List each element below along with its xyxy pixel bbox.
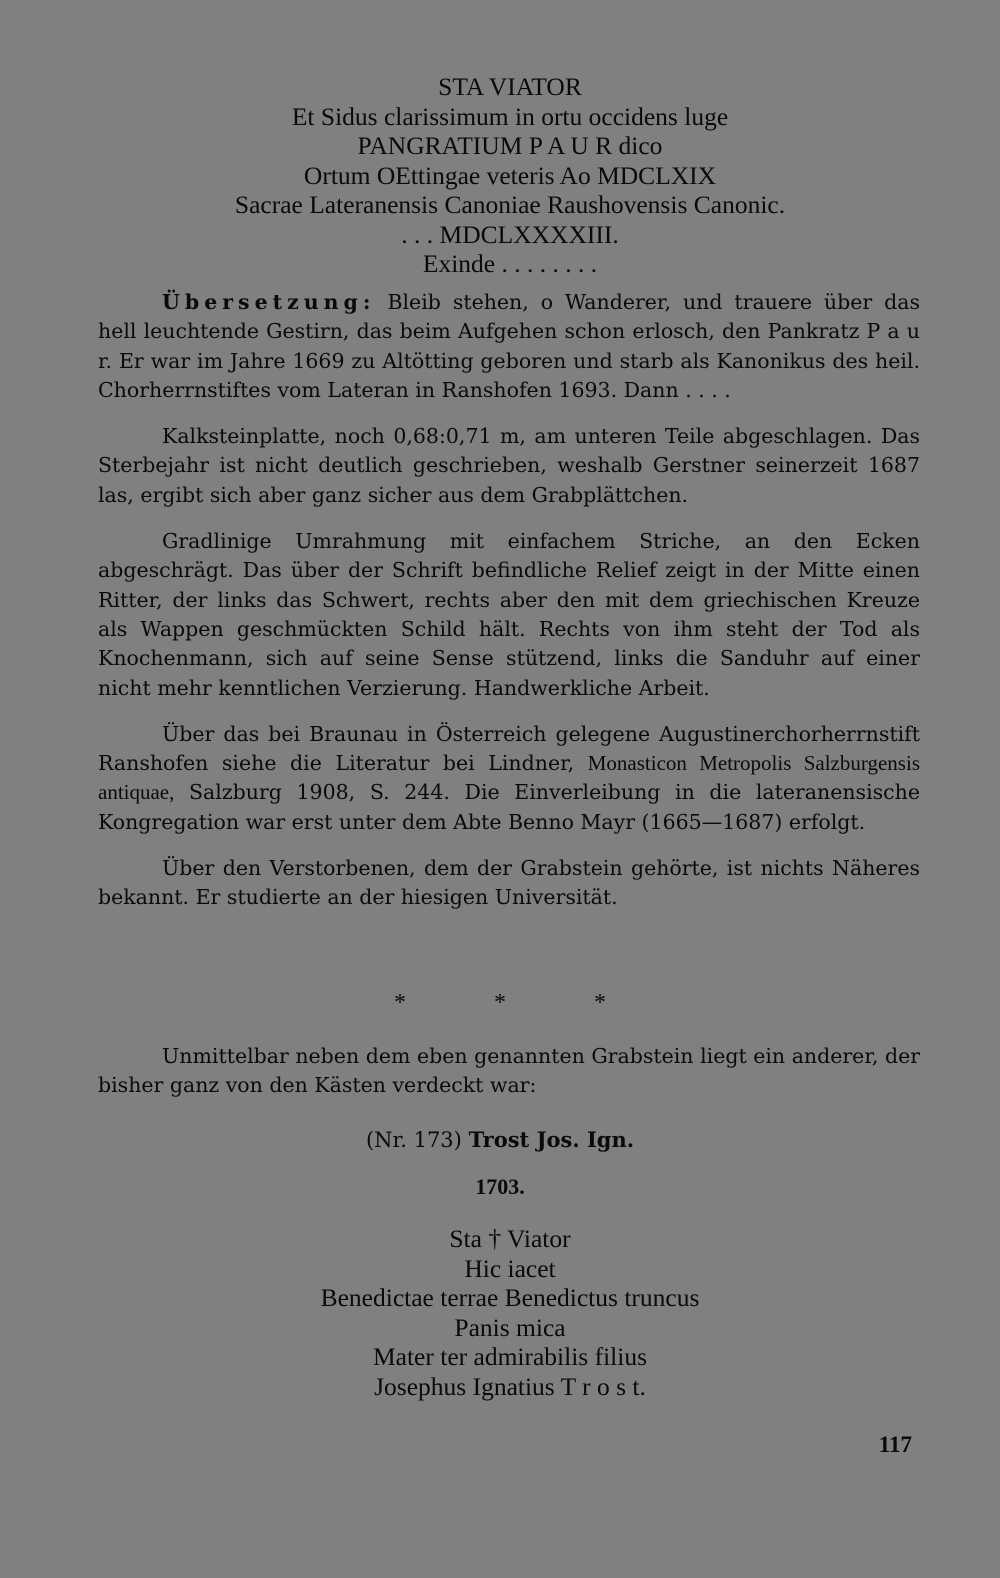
- commentary: [98, 288, 920, 930]
- translation-paragraph: [98, 288, 920, 405]
- intro-paragraph: Unmittelbar neben dem eben genannten Grabstein liegt ein anderer, der bisher ganz von den Kästen verdeckt war:: [98, 1044, 920, 1098]
- description-paragraph: Kalksteinplatte, noch 0,68:0,71 m, am unteren Teile abgeschlagen. Das Sterbejahr ist nicht deutlich geschrieben, weshalb Gerstner seinerzeit 1687 las, ergibt sich aber ganz sicher aus dem Grabplättchen.: [98, 424, 920, 507]
- separator-star: *: [594, 990, 606, 1016]
- inscription-line: Panis mica: [454, 1312, 566, 1342]
- description-text: Salzburg 1908, S. 244. Die Einverleibung in die lateranensische Kongregation war erst unter dem Abte Benno Mayr (1665—1687) erfolgt.: [98, 780, 920, 834]
- page-number: 117: [878, 1432, 912, 1457]
- inscription-line: Benedictae terrae Benedictus truncus: [320, 1283, 700, 1312]
- inscription-line: Ortum OEttingae veteris Ao MDCLXIX: [303, 160, 717, 190]
- description-paragraph: Gradlinige Umrahmung mit einfachem Striche, an den Ecken abgeschrägt. Das über der Schrift befindliche Relief zeigt in der Mitte einen Ritter, der links das Schwert, rechts aber den mit dem griechischen Kreuze als Wappen geschmückten Schild hält. Rechts von ihm steht der Tod als Knochenmann, sich auf seine Sense stützend, links die Sanduhr auf einer nicht mehr kenntlichen Verzierung. Handwerkliche Arbeit.: [98, 529, 920, 700]
- inscription-bottom: [100, 1224, 920, 1401]
- inscription-line: Sta † Viator: [449, 1224, 571, 1253]
- section-separator: [0, 990, 1000, 1017]
- inscription-line: . . . MDCLXXXXIII.: [401, 219, 619, 249]
- entry-year: 1703.: [475, 1174, 525, 1199]
- next-intro: [98, 1042, 920, 1101]
- translation-text: Bleib stehen, o Wanderer, und trauere über das hell leuchtende Gestirn, das beim Aufgehen schon erlosch, den Pankratz P a u r. Er war im Jahre 1669 zu Altötting geboren und starb als Kanonikus des heil. Chorherrnstiftes vom Lateran in Ranshofen 1693. Dann . . . .: [98, 290, 920, 402]
- translation-label: Übersetzung:: [162, 290, 376, 314]
- entry-name: Trost Jos. Ign.: [468, 1127, 635, 1152]
- separator-star: *: [494, 990, 506, 1016]
- separator-star: *: [394, 990, 406, 1016]
- latin-title: Monasticon Metropolis Salzburgensis antiquae,: [98, 751, 920, 805]
- description-text: Über das bei Braunau in Österreich gelegene Augustinerchorherrnstift Ranshofen siehe die Literatur bei Lindner,: [98, 721, 920, 776]
- inscription-line: Et Sidus clarissimum in ortu occidens luge: [291, 101, 729, 131]
- inscription-line: Hic iacet: [464, 1253, 556, 1283]
- inscription-line: Exinde . . . . . . . .: [422, 249, 598, 278]
- description-paragraph: [98, 720, 920, 837]
- inscription-top: [100, 72, 920, 279]
- entry-heading: [0, 1127, 1000, 1152]
- entry-number: (Nr. 173): [365, 1128, 462, 1152]
- inscription-line: STA VIATOR: [438, 72, 582, 101]
- description-paragraph: Über den Verstorbenen, dem der Grabstein gehörte, ist nichts Näheres bekannt. Er studierte an der hiesigen Universität.: [98, 856, 920, 910]
- inscription-line: PANGRATIUM P A U R dico: [357, 131, 663, 160]
- inscription-line: Sacrae Lateranensis Canoniae Raushovensis Canonic.: [234, 190, 786, 219]
- inscription-line: Mater ter admirabilis filius: [372, 1342, 648, 1371]
- inscription-line: Josephus Ignatius T r o s t.: [374, 1371, 646, 1401]
